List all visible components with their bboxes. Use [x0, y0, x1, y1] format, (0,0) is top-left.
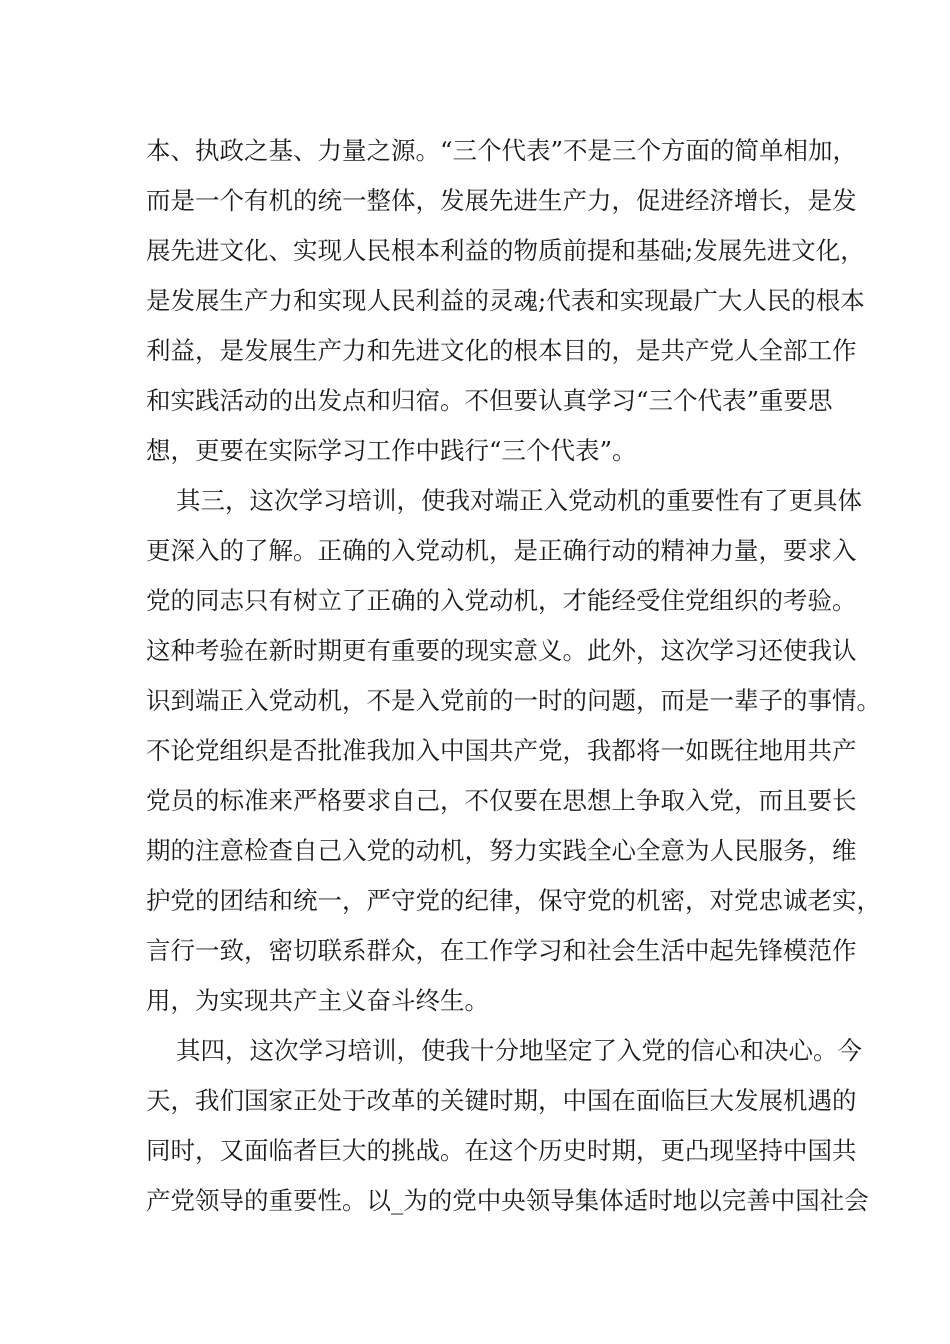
- text-line: 识到端正入党动机，不是入党前的一时的问题，而是一辈子的事情。: [146, 686, 881, 715]
- text-line: 这种考验在新时期更有重要的现实意义。此外，这次学习还使我认: [146, 636, 857, 665]
- text-line: 而是一个有机的统一整体，发展先进生产力，促进经济增长，是发: [146, 186, 857, 215]
- text-line: 本、执政之基、力量之源。“三个代表”不是三个方面的简单相加，: [146, 136, 858, 165]
- text-line: 其三，这次学习培训，使我对端正入党动机的重要性有了更具体: [176, 486, 862, 515]
- text-line: 同时，又面临者巨大的挑战。在这个历史时期，更凸现坚持中国共: [146, 1136, 857, 1165]
- text-line: 展先进文化、实现人民根本利益的物质前提和基础;发展先进文化，: [146, 236, 865, 265]
- text-line: 利益，是发展生产力和先进文化的根本目的，是共产党人全部工作: [146, 336, 857, 365]
- text-line: 产党领导的重要性。以_为的党中央领导集体适时地以完善中国社会: [146, 1186, 869, 1215]
- text-line: 想，更要在实际学习工作中践行“三个代表”。: [146, 436, 637, 465]
- text-line: 护党的团结和统一，严守党的纪律，保守党的机密，对党忠诚老实，: [146, 886, 881, 915]
- text-line: 和实践活动的出发点和归宿。不但要认真学习“三个代表”重要思: [146, 386, 833, 415]
- text-line: 党的同志只有树立了正确的入党动机，才能经受住党组织的考验。: [146, 586, 857, 615]
- text-line: 其四，这次学习培训，使我十分地坚定了入党的信心和决心。今: [176, 1036, 862, 1065]
- text-line: 期的注意检查自己入党的动机，努力实践全心全意为人民服务，维: [146, 836, 857, 865]
- text-line: 党员的标准来严格要求自己，不仅要在思想上争取入党，而且要长: [146, 786, 857, 815]
- text-line: 是发展生产力和实现人民利益的灵魂;代表和实现最广大人民的根本: [146, 286, 865, 315]
- text-line: 言行一致，密切联系群众，在工作学习和社会生活中起先锋模范作: [146, 936, 857, 965]
- text-line: 更深入的了解。正确的入党动机，是正确行动的精神力量，要求入: [146, 536, 857, 565]
- text-line: 用，为实现共产主义奋斗终生。: [146, 986, 489, 1015]
- text-line: 天，我们国家正处于改革的关键时期，中国在面临巨大发展机遇的: [146, 1086, 857, 1115]
- text-line: 不论党组织是否批准我加入中国共产党，我都将一如既往地用共产: [146, 736, 857, 765]
